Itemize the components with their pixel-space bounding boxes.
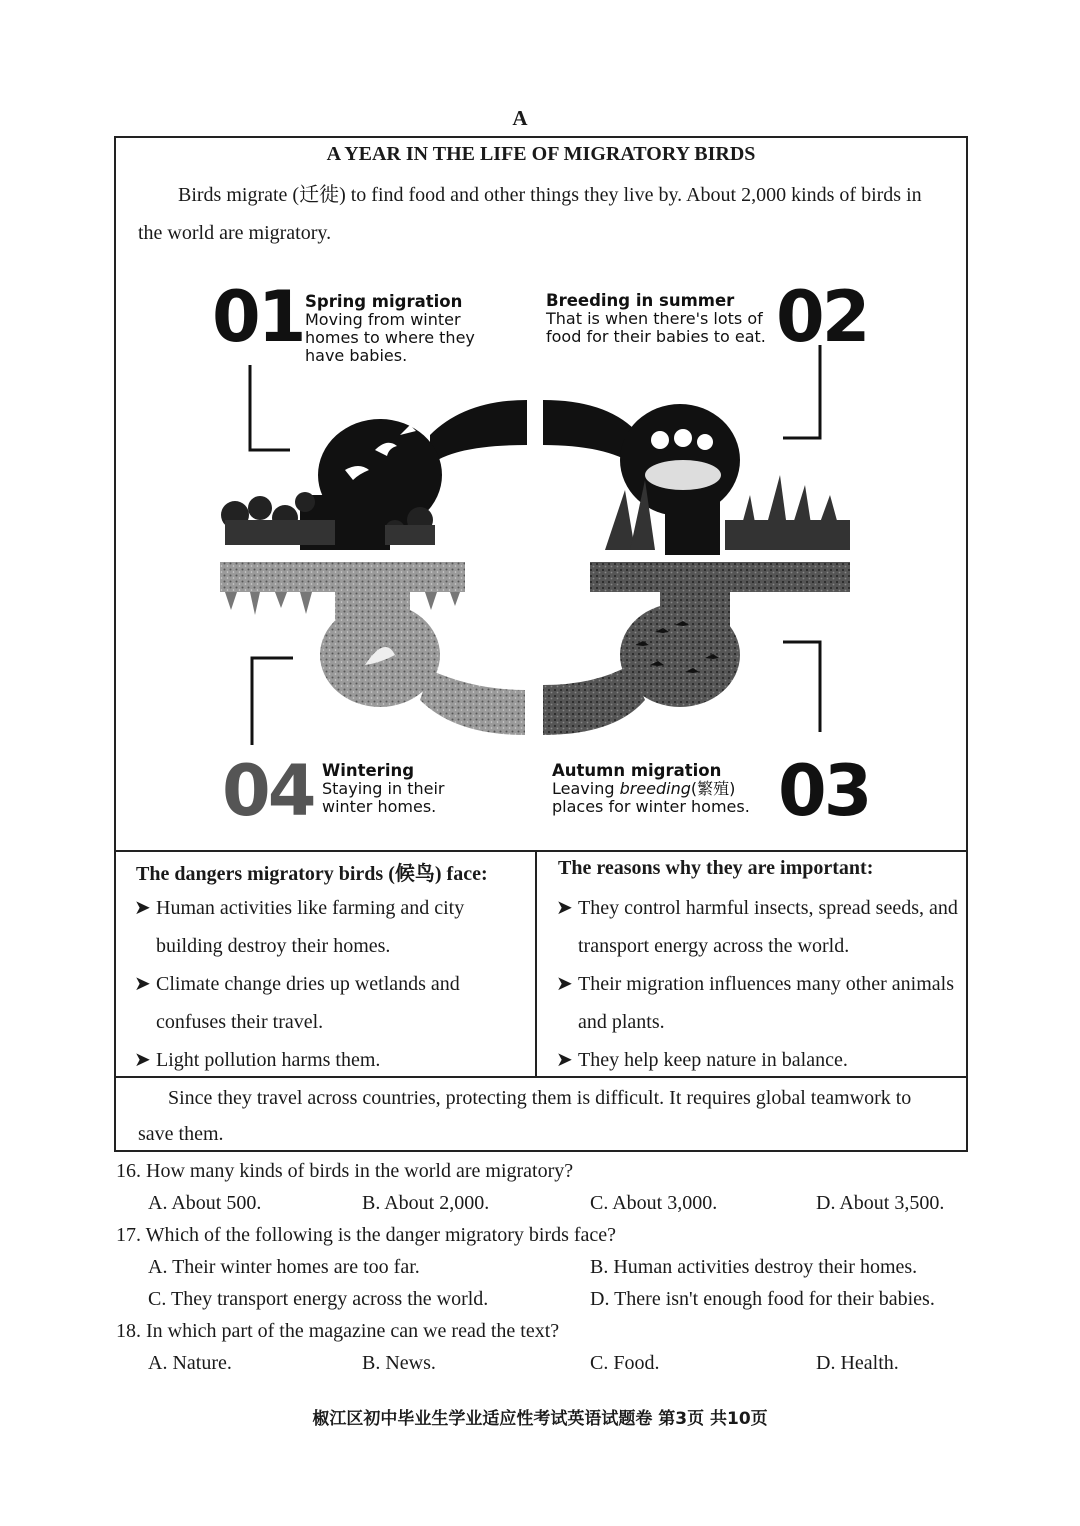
question-18-option-b[interactable]: B. News. — [362, 1352, 436, 1374]
bullet-arrow-icon: ➤ — [556, 973, 573, 995]
bracket-line-01 — [250, 365, 290, 450]
bracket-line-04 — [252, 658, 293, 745]
page-footer: 椒江区初中毕业生学业适应性考试英语试题卷 第3页 共10页 — [312, 1409, 768, 1429]
reason-item: ➤ They control harmful insects, spread seeds, and transport energy across the world. — [556, 889, 962, 965]
reason-item: ➤ Their migration influences many other animals and plants. — [556, 965, 962, 1041]
reasons-heading: The reasons why they are important: — [558, 857, 874, 879]
reasons-list — [556, 889, 962, 1079]
question-18-stem: 18. In which part of the magazine can we read the text? — [116, 1320, 560, 1342]
dangers-heading: The dangers migratory birds (候鸟) face: — [136, 863, 488, 885]
phase-title-wintering: Wintering — [322, 761, 415, 780]
question-16-option-b[interactable]: B. About 2,000. — [362, 1192, 490, 1214]
phase-number-04: 04 — [222, 750, 314, 832]
phase-caption-02 — [546, 292, 768, 346]
spring-scene — [221, 400, 527, 550]
question-18-option-d[interactable]: D. Health. — [816, 1352, 899, 1374]
question-16-option-d[interactable]: D. About 3,500. — [816, 1192, 945, 1214]
bullet-arrow-icon: ➤ — [134, 973, 151, 995]
section-letter: A — [512, 106, 528, 130]
bracket-line-03 — [783, 642, 820, 732]
danger-item: ➤ Human activities like farming and city building destroy their homes. — [134, 889, 530, 965]
question-16-option-c[interactable]: C. About 3,000. — [590, 1192, 718, 1214]
dangers-list — [134, 889, 530, 1079]
summer-scene — [543, 400, 850, 555]
question-16-stem: 16. How many kinds of birds in the world are migratory? — [116, 1160, 574, 1182]
danger-item: ➤ Climate change dries up wetlands and confuses their travel. — [134, 965, 530, 1041]
question-17-stem: 17. Which of the following is the danger migratory birds face? — [116, 1224, 617, 1246]
question-18-option-c[interactable]: C. Food. — [590, 1352, 660, 1374]
question-17-option-d[interactable]: D. There isn't enough food for their babies. — [590, 1288, 935, 1310]
bullet-arrow-icon: ➤ — [134, 897, 151, 919]
phase-text-autumn-italic: breeding — [619, 779, 691, 798]
article-title: A YEAR IN THE LIFE OF MIGRATORY BIRDS — [326, 143, 756, 165]
question-17-option-c[interactable]: C. They transport energy across the world. — [148, 1288, 489, 1310]
question-18-option-a[interactable]: A. Nature. — [148, 1352, 232, 1374]
question-17-option-a[interactable]: A. Their winter homes are too far. — [148, 1256, 420, 1278]
phase-title-spring-migration: Spring migration — [305, 292, 463, 311]
phase-text-wintering: Staying in their winter homes. — [322, 779, 445, 816]
phase-text-breeding-in-summer: That is when there's lots of food for their babies to eat. — [546, 309, 766, 346]
autumn-scene — [543, 562, 850, 735]
article-closing: Since they travel across countries, protecting them is difficult. It requires global teamwork to save them. — [138, 1087, 912, 1145]
article-intro: Birds migrate (迁徙) to find food and other things they live by. About 2,000 kinds of birds in the world are migratory. — [138, 184, 922, 244]
phase-caption-04 — [322, 762, 472, 816]
phase-text-autumn-before: Leaving — [552, 779, 620, 798]
phase-caption-01 — [305, 293, 505, 365]
table-top-divider — [114, 850, 968, 852]
phase-text-autumn-migration — [552, 780, 752, 816]
phase-title-breeding-in-summer: Breeding in summer — [546, 291, 735, 310]
bullet-arrow-icon: ➤ — [556, 1049, 573, 1071]
table-column-divider — [535, 850, 537, 1077]
phase-number-02: 02 — [776, 276, 868, 358]
danger-item: ➤ Light pollution harms them. — [134, 1041, 530, 1079]
question-16-option-a[interactable]: A. About 500. — [148, 1192, 262, 1214]
phase-text-autumn-after: (繁殖) places for winter homes. — [552, 779, 750, 816]
phase-title-autumn-migration: Autumn migration — [552, 761, 722, 780]
bracket-line-02 — [783, 345, 820, 438]
phase-caption-03 — [552, 762, 752, 816]
winter-scene — [220, 562, 525, 735]
phase-text-spring-migration: Moving from winter homes to where they have babies. — [305, 310, 475, 365]
bullet-arrow-icon: ➤ — [556, 897, 573, 919]
reason-item: ➤ They help keep nature in balance. — [556, 1041, 962, 1079]
phase-number-01: 01 — [212, 276, 304, 358]
phase-number-03: 03 — [778, 750, 870, 832]
question-17-option-b[interactable]: B. Human activities destroy their homes. — [590, 1256, 918, 1278]
bullet-arrow-icon: ➤ — [134, 1049, 151, 1071]
